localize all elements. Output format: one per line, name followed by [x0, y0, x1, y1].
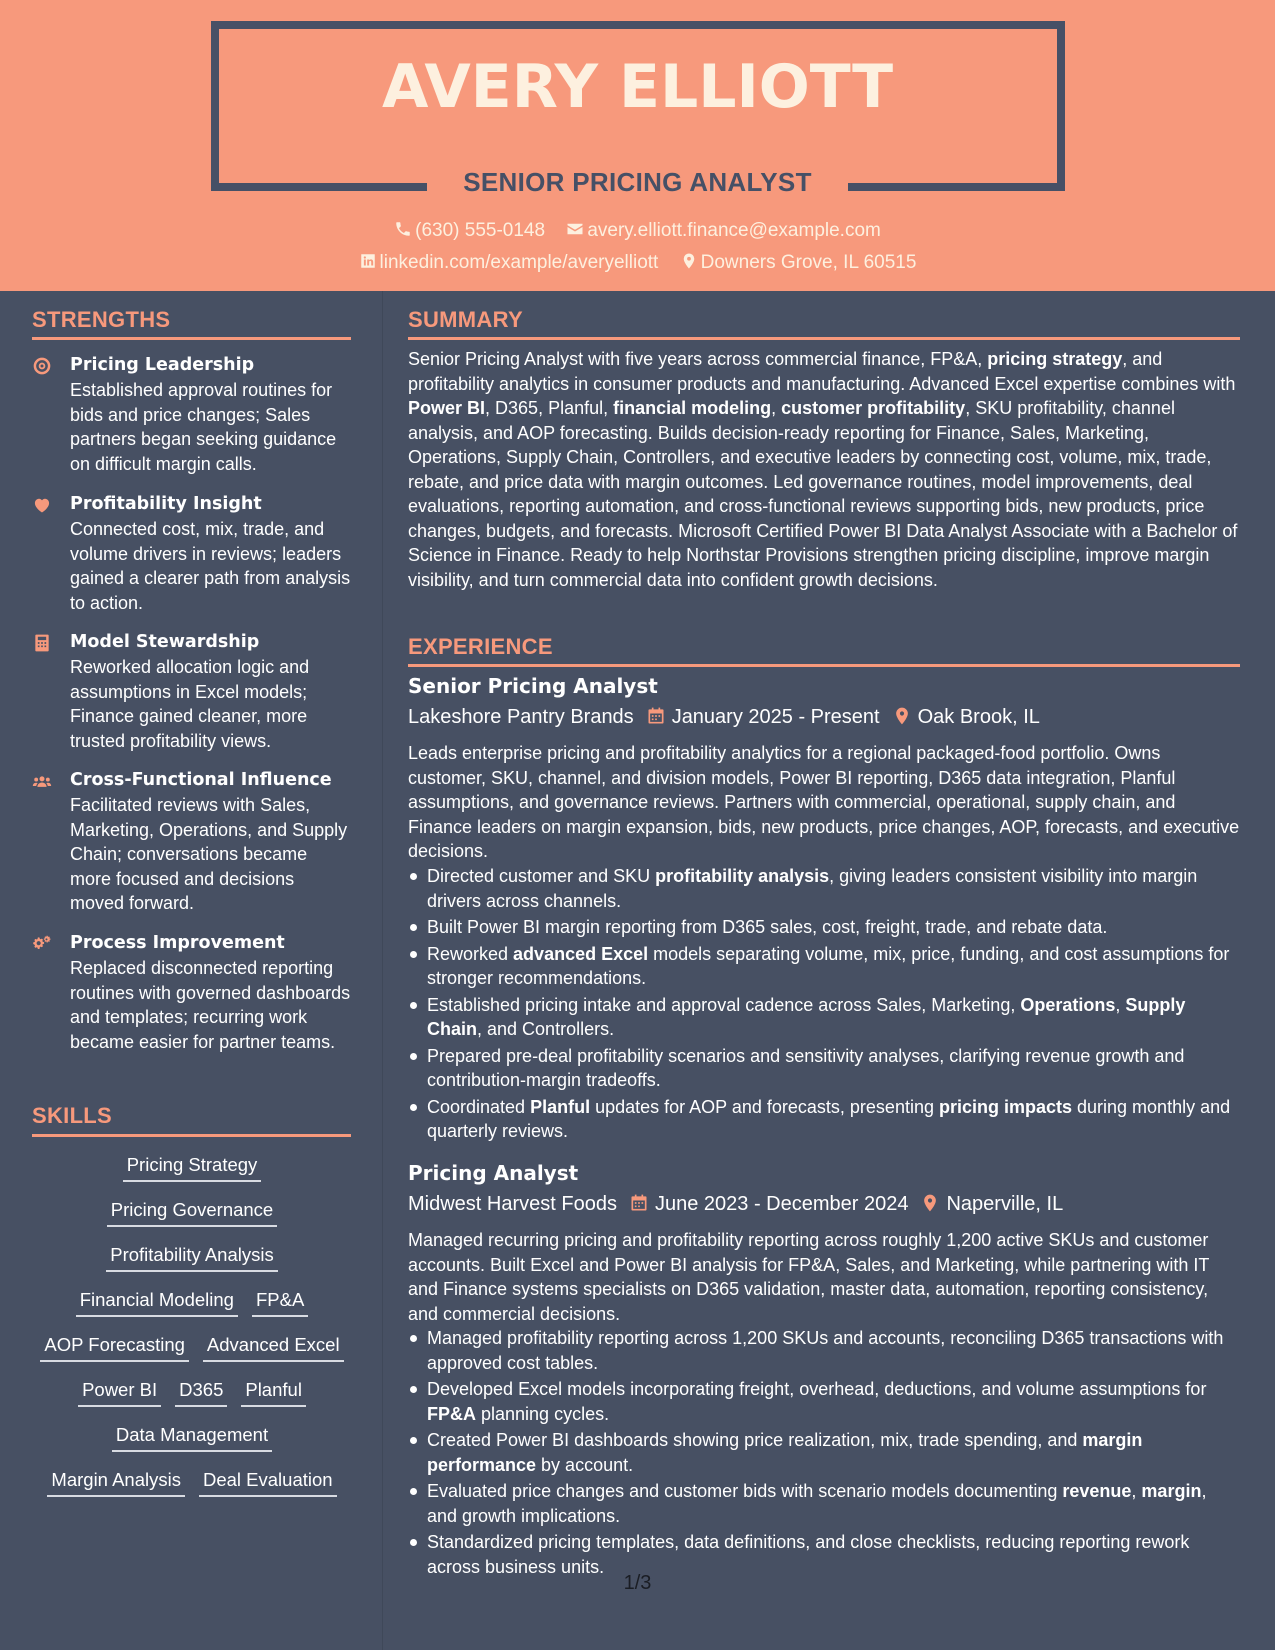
strength-title: Cross-Functional Influence: [70, 770, 332, 790]
skill-tag: Pricing Strategy: [123, 1152, 262, 1182]
strengths-rule: [32, 337, 351, 340]
location-contact: [680, 252, 917, 274]
summary-text: Senior Pricing Analyst with five years across commercial finance, FP&A, pricing strategy, and profitability analytics in consumer products and manufacturing. Advanced Excel expertise combines with Power BI, D365, Planful, financial modeling, customer profitability, SKU profitability, channel analysis, and AOP forecasting. Builds decision-ready reporting for Finance, Sales, Marketing, Operations, Supply Chain, Controllers, and executive leaders by connecting cost, volume, mix, trade, rebate, and price data with margin outcomes. Led governance routines, model improvements, deal evaluations, reporting automation, and cross-functional reviews supporting bids, new products, price changes, budgets, and forecasts. Microsoft Certified Power BI Data Analyst Associate with a Bachelor of Science in Finance. Ready to help Northstar Provisions strengthen pricing discipline, improve margin visibility, and turn commercial data into confident growth decisions.: [408, 349, 1238, 590]
skill-tag: D365: [175, 1377, 227, 1407]
contact-row-1: [0, 220, 1275, 242]
summary-rule: [408, 337, 1240, 340]
skills-heading: SKILLS: [32, 1103, 113, 1128]
strength-title: Pricing Leadership: [70, 355, 255, 375]
gears-icon: [32, 934, 52, 954]
email-text: avery.elliott.finance@example.com: [587, 220, 881, 241]
skill-row: [32, 1422, 352, 1467]
strength-desc: Replaced disconnected reporting routines with governed dashboards and templates; recurring work became easier for partner teams.: [70, 958, 351, 1052]
map-pin-icon: [680, 252, 698, 270]
strength-title: Process Improvement: [70, 933, 285, 953]
strength-title: Profitability Insight: [70, 494, 262, 514]
job-location: Oak Brook, IL: [917, 706, 1040, 728]
experience-rule: [408, 664, 1240, 667]
bullet-item: Evaluated price changes and customer bids with scenario models documenting revenue, margin, and growth implications.: [408, 1479, 1240, 1528]
strength-desc: Established approval routines for bids and price changes; Sales partners began seeking guidance on difficult margin calls.: [70, 380, 337, 474]
phone-contact[interactable]: [394, 220, 545, 242]
bullet-item: Coordinated Planful updates for AOP and forecasts, presenting pricing impacts during monthly and quarterly reviews.: [408, 1095, 1240, 1144]
phone-text: (630) 555-0148: [415, 220, 546, 241]
job-dates: January 2025 - Present: [671, 706, 880, 728]
target-icon: [32, 356, 52, 376]
job-company: Midwest Harvest Foods: [408, 1193, 617, 1215]
strength-item-pricing-leadership: [32, 353, 352, 476]
bullet-item: Managed profitability reporting across 1,200 SKUs and accounts, reconciling D365 transactions with approved cost tables.: [408, 1326, 1240, 1375]
calculator-icon: [32, 633, 52, 653]
strength-item-model-stewardship: [32, 630, 352, 753]
skill-row: [32, 1467, 352, 1512]
bullet-item: Directed customer and SKU profitability analysis, giving leaders consistent visibility into margin drivers across channels.: [408, 864, 1240, 913]
skill-row: [32, 1377, 352, 1422]
envelope-icon: [566, 220, 584, 238]
resume-header: [0, 0, 1275, 291]
location-text: Downers Grove, IL 60515: [700, 252, 917, 273]
map-pin-icon: [920, 1193, 940, 1213]
skill-tag: Advanced Excel: [203, 1332, 344, 1362]
strength-title: Model Stewardship: [70, 632, 260, 652]
skills-list: [32, 1152, 352, 1512]
strengths-heading: STRENGTHS: [32, 307, 171, 332]
calendar-icon: [646, 706, 666, 726]
bullet-item: Reworked advanced Excel models separating volume, mix, price, funding, and cost assumptions for stronger recommendations.: [408, 942, 1240, 991]
skill-row: [32, 1197, 352, 1242]
bullet-item: Created Power BI dashboards showing price realization, mix, trade spending, and margin performance by account.: [408, 1428, 1240, 1477]
bullet-item: Prepared pre-deal profitability scenarios and sensitivity analyses, clarifying revenue growth and contribution-margin tradeoffs.: [408, 1044, 1240, 1093]
page-indicator: 1/3: [623, 1572, 652, 1594]
strength-desc: Facilitated reviews with Sales, Marketing, Operations, and Supply Chain; conversations became more focused and decisions moved forward.: [70, 795, 348, 913]
skill-tag: Profitability Analysis: [106, 1242, 277, 1272]
job-meta: [408, 1193, 1063, 1216]
job-location: Naperville, IL: [946, 1193, 1064, 1215]
contact-row-2: [0, 252, 1275, 274]
skill-tag: Planful: [241, 1377, 306, 1407]
skill-tag: Financial Modeling: [76, 1287, 238, 1317]
experience-heading: EXPERIENCE: [408, 634, 553, 659]
skill-row: [32, 1332, 352, 1377]
linkedin-text: linkedin.com/example/averyelliott: [379, 252, 659, 273]
strength-desc: Reworked allocation logic and assumptions in Excel models; Finance gained cleaner, more trusted profitability views.: [70, 657, 310, 751]
skills-rule: [32, 1134, 351, 1137]
skill-tag: AOP Forecasting: [40, 1332, 189, 1362]
job-description: Managed recurring pricing and profitability reporting across roughly 1,200 active SKUs and customer accounts. Built Excel and Power BI analysis for FP&A, Sales, and Marketing, while partnering with IT and Finance systems specialists on D365 validation, master data, automation, reporting consistency, and commercial decisions.: [408, 1230, 1210, 1324]
skill-row: [32, 1242, 352, 1287]
bullet-item: Developed Excel models incorporating freight, overhead, deductions, and volume assumptions for FP&A planning cycles.: [408, 1377, 1240, 1426]
bullet-item: Built Power BI margin reporting from D365 sales, cost, freight, trade, and rebate data.: [408, 915, 1240, 940]
candidate-name: AVERY ELLIOTT: [381, 52, 894, 122]
map-pin-icon: [892, 706, 912, 726]
email-contact[interactable]: [566, 220, 881, 242]
skill-tag: Power BI: [78, 1377, 161, 1407]
job-dates: June 2023 - December 2024: [654, 1193, 909, 1215]
calendar-icon: [629, 1193, 649, 1213]
heart-icon: [32, 495, 52, 515]
job-meta: [408, 706, 1040, 729]
job-title: Pricing Analyst: [408, 1161, 579, 1185]
skill-row: [32, 1152, 352, 1197]
phone-icon: [394, 220, 412, 238]
job-title: Senior Pricing Analyst: [408, 674, 658, 698]
skill-row: [32, 1287, 352, 1332]
skill-tag: Pricing Governance: [107, 1197, 277, 1227]
strength-item-cross-functional: [32, 768, 352, 916]
users-icon: [32, 771, 52, 791]
skill-tag: Data Management: [112, 1422, 272, 1452]
strength-desc: Connected cost, mix, trade, and volume drivers in reviews; leaders gained a clearer path from analysis to action.: [70, 519, 351, 613]
job-description: Leads enterprise pricing and profitability analytics for a regional packaged-food portfolio. Owns customer, SKU, channel, and division models, Power BI reporting, D365 data integration, Planful assumptions, and governance reviews. Partners with commercial, operational, supply chain, and Finance leaders on margin expansion, bids, new products, price changes, AOP, forecasts, and executive decisions.: [408, 743, 1240, 861]
job-bullets: [408, 1326, 1240, 1581]
job-company: Lakeshore Pantry Brands: [408, 706, 634, 728]
bullet-item: Established pricing intake and approval cadence across Sales, Marketing, Operations, Supply Chain, and Controllers.: [408, 993, 1240, 1042]
strength-item-profitability-insight: [32, 492, 352, 615]
skill-tag: Margin Analysis: [47, 1467, 185, 1497]
bullet-item: Standardized pricing templates, data definitions, and close checklists, reducing reporting rework across business units.: [408, 1530, 1240, 1579]
job-bullets: [408, 864, 1240, 1146]
summary-heading: SUMMARY: [408, 307, 523, 332]
linkedin-contact[interactable]: [359, 252, 659, 274]
column-divider: [382, 291, 383, 1650]
skill-tag: Deal Evaluation: [199, 1467, 337, 1497]
linkedin-icon: [359, 252, 377, 270]
skill-tag: FP&A: [252, 1287, 308, 1317]
candidate-title: SENIOR PRICING ANALYST: [463, 167, 812, 197]
strength-item-process-improvement: [32, 931, 352, 1054]
